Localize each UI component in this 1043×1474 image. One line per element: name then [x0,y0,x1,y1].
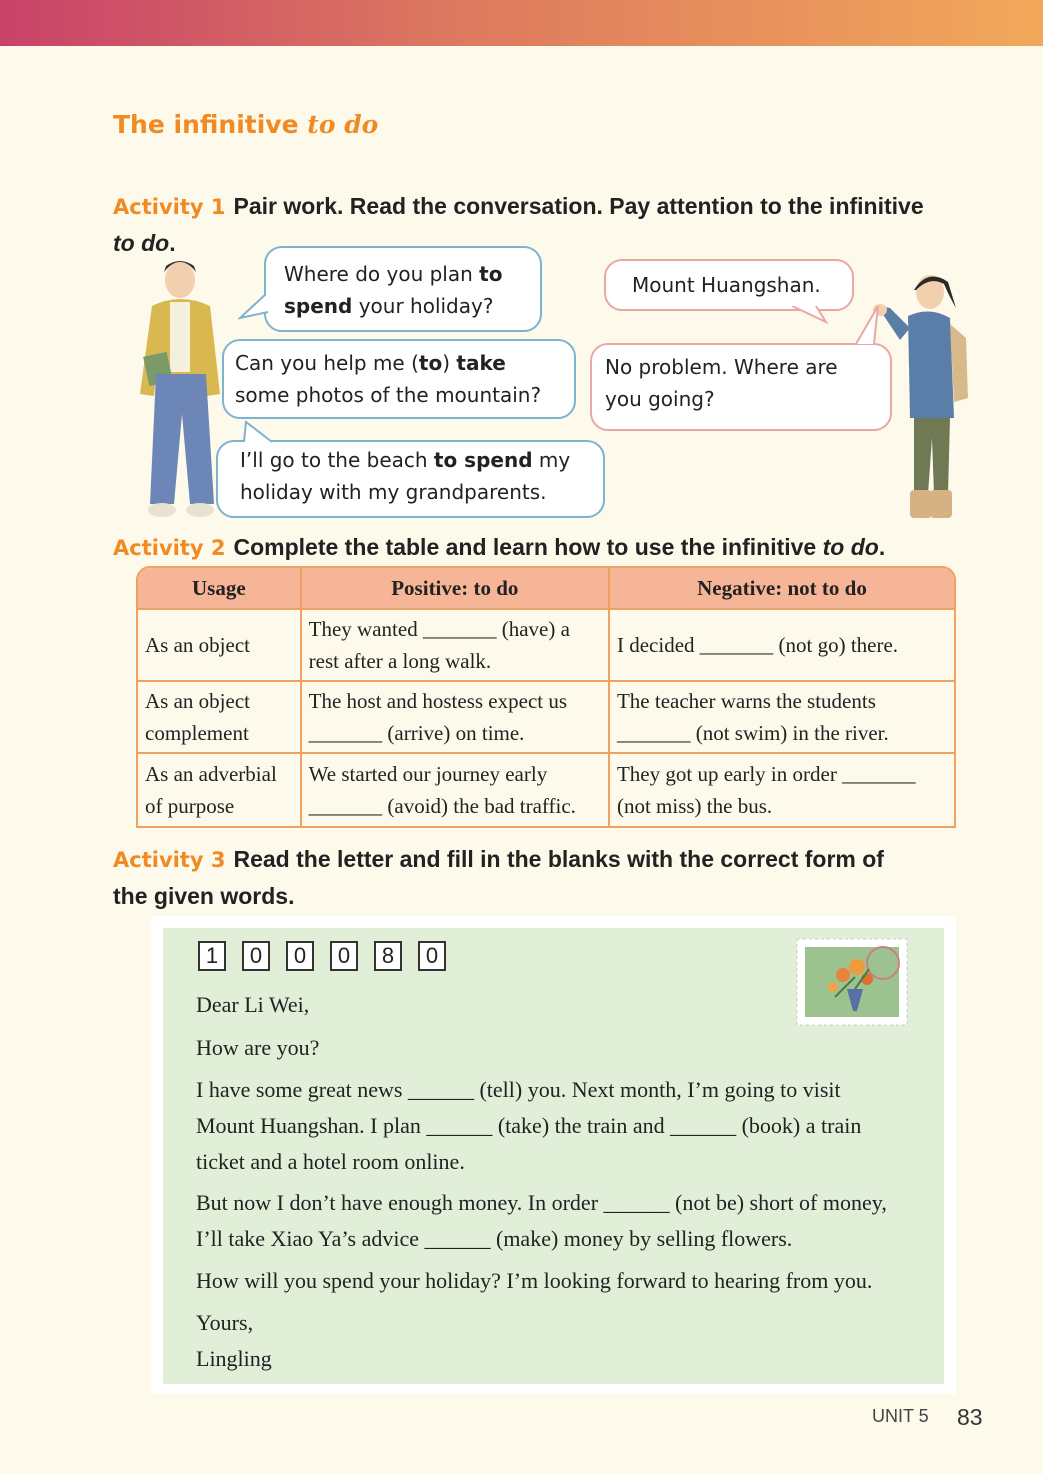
negative-line-2: _______ (not swim) in the river. [616,721,889,745]
usage-line-1: As an object [145,633,250,657]
postcode-box: 0 [286,941,314,971]
table-row [138,610,954,682]
bubble4-text-b: you going? [605,387,715,411]
letter-greeting: Dear Li Wei, [196,992,310,1017]
header-usage: Usage [138,568,302,610]
speech-bubble-3 [222,339,576,419]
bubble5-tail [240,420,274,444]
positive-line-1: They wanted _______ (have) a [308,617,570,641]
negative-line-1: I decided _______ (not go) there. [616,633,899,657]
negative-line-1: They got up early in order _______ [616,762,916,786]
positive-line-2: _______ (arrive) on time. [308,721,525,745]
activity3-heading [113,841,993,914]
positive-line-2: _______ (avoid) the bad traffic. [308,794,576,818]
activity2-instruction: Complete the table and learn how to use the infinitive [233,534,823,560]
activity1-instruction-end: . [169,230,176,256]
speech-bubble-4 [590,343,892,431]
activity2-label: Activity 2 [113,536,226,560]
letter-line: ticket and a hotel room online. [196,1149,465,1174]
boy-illustration [128,254,228,524]
bubble2-text: Mount Huangshan. [632,273,821,297]
positive-line-1: The host and hostess expect us [308,689,568,713]
bubble1-text-a: Where do you plan [284,262,480,286]
bubble2-tail [790,306,830,326]
positive-cell [302,610,610,682]
postcode-box: 0 [330,941,358,971]
speech-bubble-5 [216,440,605,518]
postcode-box: 0 [242,941,270,971]
usage-cell [138,610,302,682]
usage-line-1: As an object [145,689,250,713]
usage-line-1: As an adverbial [145,762,277,786]
letter-line: I have some great news ______ (tell) you. Next month, I’m going to visit [196,1077,841,1102]
postcode-box: 8 [374,941,402,971]
table-row [138,754,954,826]
activity1-heading [113,188,973,261]
postcode-box: 0 [418,941,446,971]
bubble3-bold-take: take [456,351,506,375]
activity3-label: Activity 3 [113,848,226,872]
activity1-label: Activity 1 [113,195,226,219]
bubble3-text-e: some photos of the mountain? [235,383,542,407]
header-positive: Positive: to do [302,568,610,610]
bubble5-bold-to-spend: to spend [433,448,533,472]
letter-line: But now I don’t have enough money. In order ______ (not be) short of money, [196,1190,887,1215]
footer-unit: UNIT 5 [872,1406,929,1426]
activity2-heading [113,529,993,566]
activity2-instruction-end: . [878,534,886,560]
bubble1-bold-spend: spend [284,294,353,318]
letter-line: How are you? [196,1035,320,1060]
letter-signature: Lingling [196,1346,272,1371]
negative-cell [610,610,954,682]
negative-line-2: (not miss) the bus. [616,794,773,818]
activity3-instruction-1: Read the letter and fill in the blanks with the correct form of [233,846,884,872]
activity1-instruction-italic: to do [113,230,170,256]
bubble1-text-d: your holiday? [352,294,494,318]
usage-line-2: of purpose [145,794,235,818]
bubble1-tail [238,292,270,322]
letter-closing: Yours, [196,1310,254,1335]
top-banner [0,0,1043,46]
speech-bubble-1 [264,246,542,332]
letter-line: I’ll take Xiao Ya’s advice ______ (make) money by selling flowers. [196,1226,793,1251]
bubble5-text-a: I’ll go to the beach [240,448,434,472]
positive-cell [302,682,610,754]
negative-line-1: The teacher warns the students [616,689,876,713]
negative-cell [610,682,954,754]
bubble3-bold-to: to [418,351,443,375]
negative-cell [610,754,954,826]
positive-line-2: rest after a long walk. [308,649,492,673]
positive-line-1: We started our journey early [308,762,548,786]
activity2-instruction-italic: to do [822,534,879,560]
bubble5-text-d: holiday with my grandparents. [240,480,547,504]
table-row [138,682,954,754]
bubble4-text-a: No problem. Where are [605,355,838,379]
bubble3-text-c: ) [442,351,457,375]
postcode-box: 1 [198,941,226,971]
letter-line: How will you spend your holiday? I’m looking forward to hearing from you. [196,1268,873,1293]
grammar-table [136,566,956,828]
usage-cell [138,682,302,754]
usage-cell [138,754,302,826]
positive-cell [302,754,610,826]
bubble5-text-c: my [532,448,571,472]
letter-line: Mount Huangshan. I plan ______ (take) the train and ______ (book) a train [196,1113,862,1138]
section-title: The infinitive to do [113,110,379,139]
bubble3-text-a: Can you help me ( [235,351,419,375]
activity1-instruction: Pair work. Read the conversation. Pay attention to the infinitive [233,193,924,219]
header-negative: Negative: not to do [610,568,954,610]
bubble4-tail [852,304,882,348]
activity3-instruction-2: the given words. [113,883,295,909]
page-number: 83 [957,1404,983,1430]
bubble1-bold-to: to [479,262,503,286]
table-header-row [138,568,954,610]
speech-bubble-2 [604,259,854,311]
usage-line-2: complement [145,721,249,745]
